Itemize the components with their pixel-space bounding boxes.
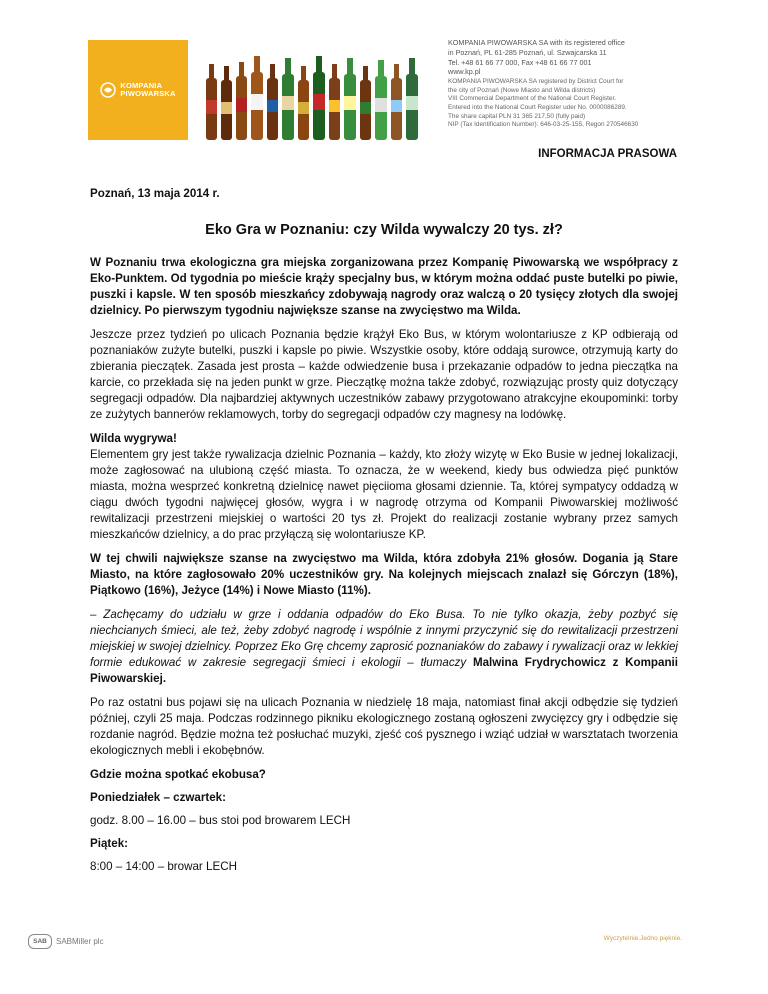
subheading: Wilda wygrywa!: [90, 432, 177, 445]
registration-line: NIP (Tax Identification Number): 646-03-25-155, Regon 270546630: [448, 121, 639, 129]
footer-company-name: SABMiller plc: [56, 937, 104, 946]
registration-line: Entered into the National Court Register uder No. 0000086289.: [448, 103, 627, 111]
company-logo: [88, 40, 188, 140]
brewery-emblem-icon: [100, 82, 116, 98]
logo-text: KOMPANIA PIWOWARSKA: [120, 81, 176, 98]
article-title: Eko Gra w Poznaniu: czy Wilda wywalczy 20 tys. zł?: [205, 222, 563, 238]
footer-sabmiller: [28, 934, 104, 949]
registration-line: VIII Commercial Department of the National Court Register.: [448, 95, 617, 103]
press-release-label: INFORMACJA PRASOWA: [538, 148, 677, 160]
sab-logo: SAB: [28, 934, 52, 949]
footer-slogan: Wyczytelnie.Jedno pięknie.: [603, 935, 682, 942]
quote: [90, 607, 678, 687]
quote-text: – Zachęcamy do udziału w grze i oddania odpadów do Eko Busa. To nie tylko okazja, żeby pozbyć się niechcianych śmieci, ale też, żeby zdobyć nagrodę i wspólnie z innymi przyczynić się do rewitalizacji przestrzeni miejskiej w swojej dzielnicy. Poprzez Eko Grę chcemy zaprosić poznaniaków do zabawy i rywalizacji oraz w lekkiej formie edukować w zakresie segregacji śmieci i ekologii – tłumaczy: [90, 608, 678, 669]
company-registration-info: [448, 38, 728, 130]
section-wilda: [90, 431, 678, 543]
registration-line: KOMPANIA PIWOWARSKA SA registered by District Court for: [448, 78, 624, 86]
beer-bottles-image: [196, 50, 432, 142]
schedule-heading: Gdzie można spotkać ekobusa?: [90, 768, 266, 781]
registration-line: the city of Poznań (Nowe Miasto and Wilda districts): [448, 86, 596, 94]
schedule-hours: 8:00 – 14:00 – browar LECH: [90, 860, 237, 873]
company-contact-line: Tel. +48 61 66 77 000, Fax +48 61 66 77 001: [448, 57, 592, 67]
bottle-icon: [206, 56, 418, 140]
article-lead: W Poznaniu trwa ekologiczna gra miejska zorganizowana przez Kompanię Piwowarską we współpracy z Eko-Punktem. Od tygodnia po mieście krąży specjalny bus, w którym można oddać puste butelki po piwie, puszki i kapsle. W ten sposób mieszkańcy zdobywają nagrody oraz walczą o 20 tysięcy złotych dla swojej dzielnicy. Po pierwszym tygodniu największe szanse na zwycięstwo ma Wilda.: [90, 256, 678, 317]
schedule-days: Piątek:: [90, 837, 129, 850]
article-body: [90, 186, 678, 882]
schedule-days: Poniedziałek – czwartek:: [90, 791, 226, 804]
article-date: Poznań, 13 maja 2014 r.: [90, 187, 220, 200]
registration-line: The share capital PLN 31 365 217,50 (fully paid): [448, 112, 586, 120]
company-address-line: KOMPANIA PIWOWARSKA SA with its registered office: [448, 38, 625, 47]
quote-author: Malwina Frydrychowicz z Kompanii Piwowarskiej.: [90, 656, 678, 685]
paragraph-results: W tej chwili największe szanse na zwycięstwo ma Wilda, która zdobyła 21% głosów. Dogania ją Stare Miasto, na które zagłosowało 20% uczestników gry. Na kolejnych miejscach znalazł się Górczyn (18%), Piątkowo (16%), Jeżyce (14%) i Nowe Miasto (11%).: [90, 552, 678, 597]
company-address-line: in Poznań, PL 61-285 Poznań, ul. Szwajcarska 11: [448, 47, 607, 57]
paragraph: Elementem gry jest także rywalizacja dzielnic Poznania – każdy, kto złoży wizytę w Eko Busie w jednej lokalizacji, może zagłosować na ulubioną część miasta. To oznacza, że w weekend, kiedy bus odwiedza pięć punktów miasta, można wesprzeć konkretną dzielnicę nawet pięciioma głosami dziennie. Ta, której sympatycy oddadzą w ciągu dwóch tygodni najwięcej głosów, wygra i w nagrodę otrzyma od Kompanii Piwowarskiej możliwość rewitalizacji przestrzeni miejskiej o wartości 20 tys zł. Projekt do realizacji zostanie wybrany przez samych mieszkańców dzielnicy, a do prac przyłączą się wolontariusze KP.: [90, 448, 678, 541]
paragraph: Po raz ostatni bus pojawi się na ulicach Poznania w niedzielę 18 maja, natomiast finał akcji odbędzie się tydzień później, czyli 25 maja. Podczas rodzinnego pikniku ekologicznego zostaną ogłoszeni zwycięzcy gry i odbędzie się rozdanie nagród. Będzie można też posłuchać muzyki, zjeść coś pysznego i wziąć udział w warsztatach tworzenia ekologicznych mebli i ekobębnów.: [90, 696, 678, 757]
paragraph: Jeszcze przez tydzień po ulicach Poznania będzie krążył Eko Bus, w którym wolontariusze z KP odbierają od poznaniaków zużyte butelki, puszki i kapsle po piwie. Wszystkie osoby, które oddają surowce, otrzymują karty do zbierania pieczątek. Zasada jest prosta – każde odwiedzenie busa i przekazanie odpadów to jedna pieczątka na karcie, co przekłada się na jeden punkt w grze. Pieczątkę można także zdobyć, rozwiązując prosty quiz dotyczący segregacji odpadów. Dla najbardziej aktywnych uczestników zabawy przygotowano atrakcyjne ekoupominki: torby ze zużytych bannerów reklamowych, torby do segregacji odpadów czy magnesy na lodówkę.: [90, 328, 678, 421]
company-website: www.kp.pl: [448, 67, 481, 77]
schedule-hours: godz. 8.00 – 16.00 – bus stoi pod browarem LECH: [90, 814, 351, 827]
